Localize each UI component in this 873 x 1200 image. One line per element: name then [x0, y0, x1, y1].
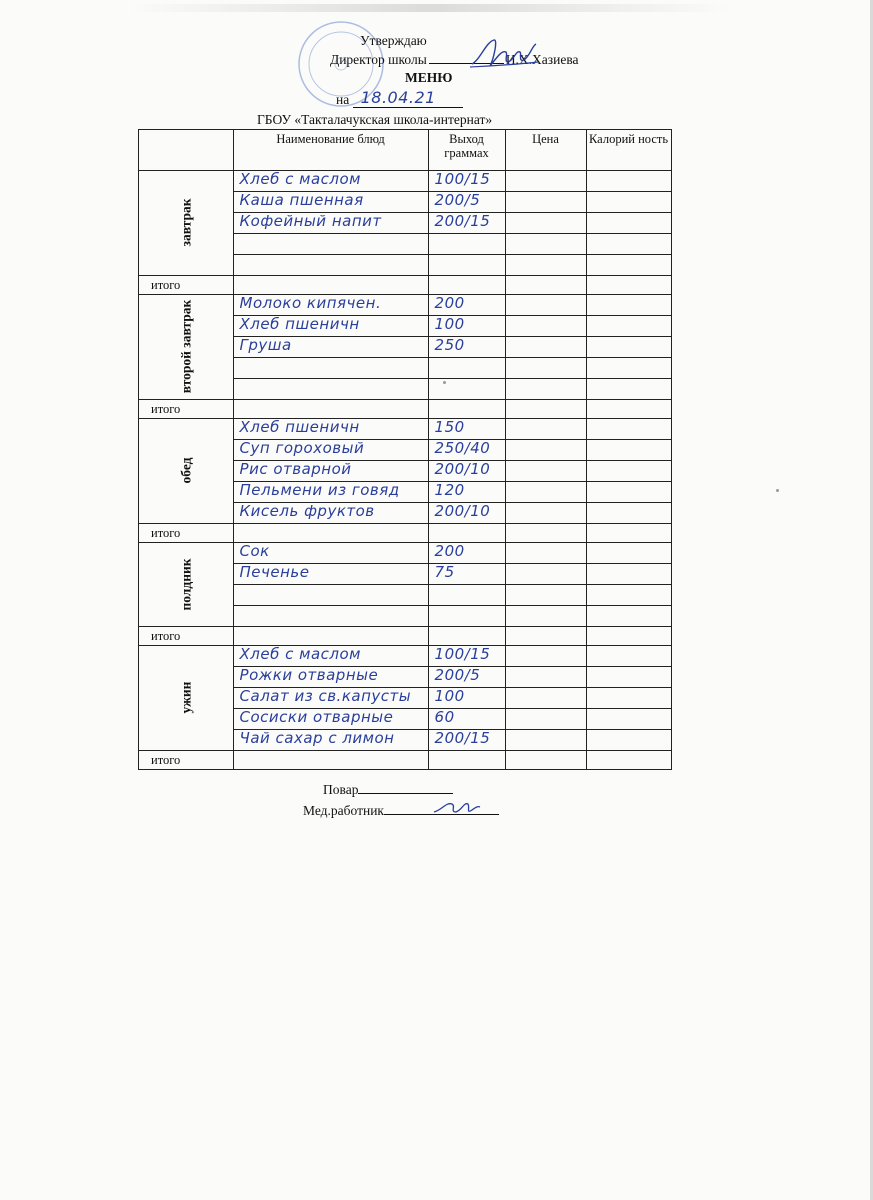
price-cell: [505, 461, 586, 482]
yield-value: 200/15: [434, 212, 491, 230]
menu-table-body: [139, 130, 672, 770]
yield-value: 200/10: [434, 502, 491, 520]
calories-cell: [586, 646, 671, 667]
yield-value: 100: [434, 687, 465, 705]
price-cell: [505, 440, 586, 461]
table-row: [139, 419, 672, 440]
dish-cell: [233, 482, 428, 503]
yield-cell: [428, 585, 505, 606]
yield-value: 250: [434, 336, 465, 354]
meal-name: полдник: [178, 557, 194, 611]
dish-name: Хлеб с маслом: [239, 645, 361, 663]
dish-cell: [233, 503, 428, 524]
director-line: [330, 52, 579, 68]
meal-name-cell: [139, 171, 234, 276]
dish-cell: [233, 419, 428, 440]
dish-cell: [233, 379, 428, 400]
cook-line: [323, 782, 453, 798]
dish-cell: [233, 213, 428, 234]
yield-cell: [428, 171, 505, 192]
dish-cell: [233, 440, 428, 461]
yield-value: 250/40: [434, 439, 491, 457]
price-cell: [505, 213, 586, 234]
dish-name: Хлеб с маслом: [239, 170, 361, 188]
director-label: Директор школы: [330, 52, 427, 67]
yield-cell: [428, 730, 505, 751]
yield-cell: [428, 709, 505, 730]
yield-cell: [428, 646, 505, 667]
calories-cell: [586, 358, 671, 379]
total-price-cell: [505, 276, 586, 295]
price-cell: [505, 419, 586, 440]
total-dish-cell: [233, 524, 428, 543]
total-dish-cell: [233, 400, 428, 419]
dish-cell: [233, 709, 428, 730]
calories-cell: [586, 606, 671, 627]
date-row: [336, 88, 463, 108]
paper-speck: [443, 381, 446, 384]
yield-value: 200: [434, 542, 465, 560]
dish-name: Сок: [239, 542, 270, 560]
total-calories-cell: [586, 400, 671, 419]
total-price-cell: [505, 627, 586, 646]
price-cell: [505, 606, 586, 627]
date-prefix: на: [336, 92, 350, 107]
total-calories-cell: [586, 751, 671, 770]
total-row: [139, 627, 672, 646]
yield-cell: [428, 503, 505, 524]
yield-value: 150: [434, 418, 465, 436]
meal-name-cell: [139, 419, 234, 524]
calories-cell: [586, 419, 671, 440]
price-cell: [505, 234, 586, 255]
page-title: МЕНЮ: [405, 70, 453, 85]
calories-cell: [586, 461, 671, 482]
yield-value: 100/15: [434, 645, 491, 663]
price-cell: [505, 688, 586, 709]
dish-name: Хлеб пшеничн: [239, 315, 360, 333]
total-row: [139, 400, 672, 419]
table-row: [139, 295, 672, 316]
dish-name: Суп гороховый: [239, 439, 365, 457]
total-calories-cell: [586, 627, 671, 646]
dish-cell: [233, 295, 428, 316]
dish-name: Рис отварной: [239, 460, 352, 478]
total-row: [139, 276, 672, 295]
price-cell: [505, 337, 586, 358]
total-label: итого: [139, 627, 234, 646]
price-cell: [505, 379, 586, 400]
calories-cell: [586, 234, 671, 255]
yield-cell: [428, 688, 505, 709]
calories-cell: [586, 295, 671, 316]
total-label: итого: [139, 524, 234, 543]
calories-cell: [586, 192, 671, 213]
price-cell: [505, 667, 586, 688]
cook-signature-line: [358, 793, 453, 794]
dish-cell: [233, 585, 428, 606]
meal-name: завтрак: [178, 198, 194, 247]
total-calories-cell: [586, 524, 671, 543]
yield-value: 120: [434, 481, 465, 499]
calories-cell: [586, 440, 671, 461]
yield-cell: [428, 482, 505, 503]
director-signature: [468, 36, 540, 72]
dish-cell: [233, 255, 428, 276]
meal-name-cell: [139, 646, 234, 751]
dish-name: Каша пшенная: [239, 191, 364, 209]
price-cell: [505, 192, 586, 213]
yield-cell: [428, 461, 505, 482]
total-price-cell: [505, 751, 586, 770]
calories-cell: [586, 482, 671, 503]
date-field: [353, 88, 463, 108]
total-yield-cell: [428, 627, 505, 646]
dish-name: Печенье: [239, 563, 310, 581]
dish-name: Чай сахар с лимон: [239, 729, 395, 747]
yield-cell: [428, 564, 505, 585]
yield-value: 200/5: [434, 191, 481, 209]
dish-cell: [233, 730, 428, 751]
price-cell: [505, 585, 586, 606]
calories-cell: [586, 337, 671, 358]
yield-cell: [428, 337, 505, 358]
total-row: [139, 524, 672, 543]
dish-name: Груша: [239, 336, 292, 354]
calories-cell: [586, 564, 671, 585]
yield-value: 200/15: [434, 729, 491, 747]
total-label: итого: [139, 276, 234, 295]
meal-name-cell: [139, 543, 234, 627]
yield-cell: [428, 192, 505, 213]
total-calories-cell: [586, 276, 671, 295]
calories-cell: [586, 585, 671, 606]
dish-cell: [233, 688, 428, 709]
yield-cell: [428, 667, 505, 688]
yield-cell: [428, 543, 505, 564]
dish-cell: [233, 234, 428, 255]
meal-name: обед: [178, 457, 194, 484]
medic-label: Мед.работник: [303, 803, 384, 818]
total-price-cell: [505, 400, 586, 419]
table-row: [139, 646, 672, 667]
total-label: итого: [139, 400, 234, 419]
price-cell: [505, 316, 586, 337]
price-cell: [505, 730, 586, 751]
dish-cell: [233, 316, 428, 337]
dish-cell: [233, 564, 428, 585]
yield-value: 200/10: [434, 460, 491, 478]
dish-cell: [233, 358, 428, 379]
cook-label: Повар: [323, 782, 359, 797]
calories-cell: [586, 316, 671, 337]
dish-name: Кофейный напит: [239, 212, 382, 230]
total-yield-cell: [428, 524, 505, 543]
header-dish-name: Наименование блюд: [233, 130, 428, 171]
total-label: итого: [139, 751, 234, 770]
yield-cell: [428, 316, 505, 337]
yield-value: 100/15: [434, 170, 491, 188]
dish-cell: [233, 192, 428, 213]
dish-name: Хлеб пшеничн: [239, 418, 360, 436]
total-dish-cell: [233, 276, 428, 295]
price-cell: [505, 171, 586, 192]
calories-cell: [586, 667, 671, 688]
header-yield: Выход граммах: [428, 130, 505, 171]
calories-cell: [586, 503, 671, 524]
price-cell: [505, 543, 586, 564]
total-row: [139, 751, 672, 770]
calories-cell: [586, 543, 671, 564]
dish-name: Салат из св.капусты: [239, 687, 412, 705]
school-name: ГБОУ «Такталачукская школа-интернат»: [257, 112, 493, 127]
price-cell: [505, 564, 586, 585]
total-yield-cell: [428, 276, 505, 295]
yield-value: 75: [434, 563, 455, 581]
meal-name-cell: [139, 295, 234, 400]
total-dish-cell: [233, 751, 428, 770]
yield-cell: [428, 358, 505, 379]
calories-cell: [586, 213, 671, 234]
calories-cell: [586, 255, 671, 276]
dish-cell: [233, 646, 428, 667]
yield-cell: [428, 255, 505, 276]
table-row: [139, 171, 672, 192]
paper-speck: [776, 489, 779, 492]
price-cell: [505, 709, 586, 730]
price-cell: [505, 255, 586, 276]
dish-cell: [233, 667, 428, 688]
yield-value: 100: [434, 315, 465, 333]
director-name: И.Х.Хазиева: [505, 52, 579, 67]
yield-value: 60: [434, 708, 455, 726]
calories-cell: [586, 171, 671, 192]
price-cell: [505, 295, 586, 316]
dish-cell: [233, 461, 428, 482]
dish-name: Кисель фруктов: [239, 502, 375, 520]
table-row: [139, 543, 672, 564]
scan-artifact: [130, 4, 730, 12]
dish-cell: [233, 171, 428, 192]
header-price: Цена: [505, 130, 586, 171]
total-yield-cell: [428, 400, 505, 419]
price-cell: [505, 646, 586, 667]
dish-cell: [233, 606, 428, 627]
yield-cell: [428, 606, 505, 627]
dish-name: Сосиски отварные: [239, 708, 394, 726]
calories-cell: [586, 379, 671, 400]
yield-cell: [428, 295, 505, 316]
yield-cell: [428, 379, 505, 400]
dish-cell: [233, 543, 428, 564]
meal-name: ужин: [178, 681, 194, 714]
menu-table: [138, 129, 672, 770]
dish-name: Молоко кипячен.: [239, 294, 382, 312]
dish-cell: [233, 337, 428, 358]
yield-cell: [428, 440, 505, 461]
table-header-row: [139, 130, 672, 171]
medic-signature: [432, 798, 482, 818]
calories-cell: [586, 730, 671, 751]
yield-value: 200: [434, 294, 465, 312]
price-cell: [505, 503, 586, 524]
yield-cell: [428, 213, 505, 234]
header-calories: Калорий ность: [586, 130, 671, 171]
yield-cell: [428, 419, 505, 440]
total-price-cell: [505, 524, 586, 543]
approval-label: Утверждаю: [360, 33, 427, 48]
dish-name: Рожки отварные: [239, 666, 379, 684]
calories-cell: [586, 688, 671, 709]
meal-name: второй завтрак: [178, 299, 194, 394]
yield-value: 200/5: [434, 666, 481, 684]
total-yield-cell: [428, 751, 505, 770]
calories-cell: [586, 709, 671, 730]
header-meal-cell: [139, 130, 234, 171]
price-cell: [505, 358, 586, 379]
date-value: 18.04.21: [360, 88, 436, 107]
yield-cell: [428, 234, 505, 255]
price-cell: [505, 482, 586, 503]
dish-name: Пельмени из говяд: [239, 481, 400, 499]
total-dish-cell: [233, 627, 428, 646]
